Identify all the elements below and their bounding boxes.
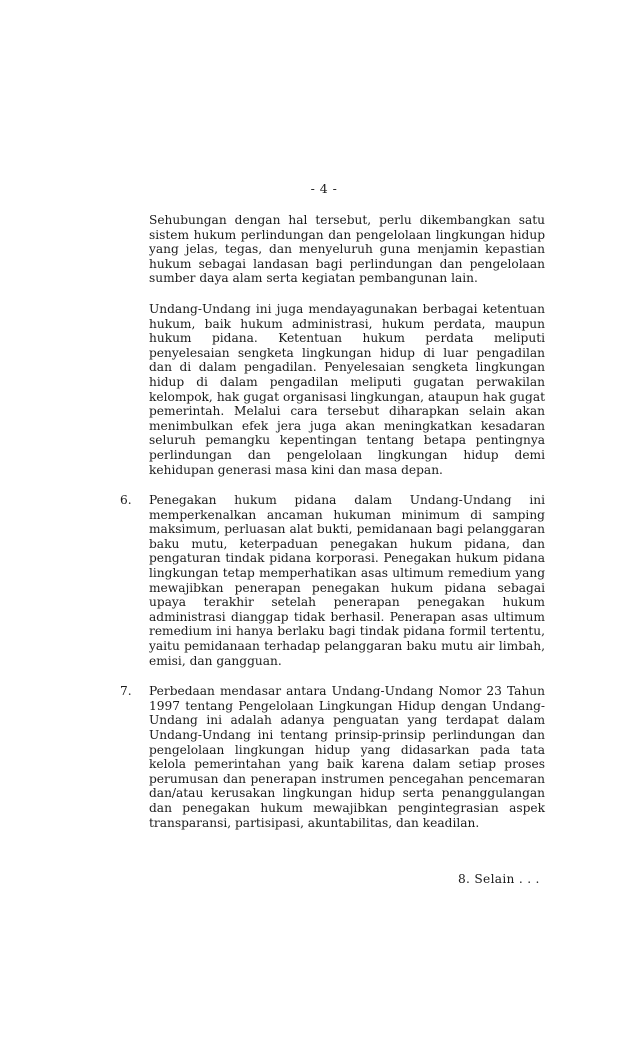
document-body <box>120 213 545 846</box>
paragraph-legal-certainty: Sehubungan dengan hal tersebut, perlu dikembangkan satu sistem hukum perlindungan dan pengelolaan lingkungan hidup yang jelas, tegas, dan menyeluruh guna menjamin kepastian hukum sebagai landasan bagi perlindungan dan pengelolaan sumber daya alam serta kegiatan pembangunan lain. <box>149 213 545 286</box>
list-item-number: 7. <box>120 684 132 699</box>
list-item-text: Perbedaan mendasar antara Undang-Undang Nomor 23 Tahun 1997 tentang Pengelolaan Lingkungan Hidup dengan Undang-Undang ini adalah adanya penguatan yang terdapat dalam Undang-Undang ini tentang prinsip-prinsip perlindungan dan pengelolaan lingkungan hidup yang didasarkan pada tata kelola pemerintahan yang baik karena dalam setiap proses perumusan dan penerapan instrumen pencegahan pencemaran dan/atau kerusakan lingkungan hidup serta penanggulangan dan penegakan hukum mewajibkan pengintegrasian aspek transparansi, partisipasi, akuntabilitas, dan keadilan. <box>149 684 545 830</box>
list-item-number: 6. <box>120 493 132 508</box>
list-item-6 <box>120 493 545 668</box>
continuation-marker: 8. Selain . . . <box>458 872 540 886</box>
list-item-text: Penegakan hukum pidana dalam Undang-Undang ini memperkenalkan ancaman hukuman minimum di samping maksimum, perluasan alat bukti, pemidanaan bagi pelanggaran baku mutu, keterpaduan penegakan hukum pidana, dan pengaturan tindak pidana korporasi. Penegakan hukum pidana lingkungan tetap memperhatikan asas ultimum remedium yang mewajibkan penerapan penegakan hukum pidana sebagai upaya terakhir setelah penerapan penegakan hukum administrasi dianggap tidak berhasil. Penerapan asas ultimum remedium ini hanya berlaku bagi tindak pidana formil tertentu, yaitu pemidanaan terhadap pelanggaran baku mutu air limbah, emisi, dan gangguan. <box>149 493 545 668</box>
list-item-7 <box>120 684 545 830</box>
page-number: - 4 - <box>310 181 338 196</box>
paragraph-legal-provisions: Undang-Undang ini juga mendayagunakan berbagai ketentuan hukum, baik hukum administrasi, hukum perdata, maupun hukum pidana. Ketentuan hukum perdata meliputi penyelesaian sengketa lingkungan hidup di luar pengadilan dan di dalam pengadilan. Penyelesaian sengketa lingkungan hidup di dalam pengadilan meliputi gugatan perwakilan kelompok, hak gugat organisasi lingkungan, ataupun hak gugat pemerintah. Melalui cara tersebut diharapkan selain akan menimbulkan efek jera juga akan meningkatkan kesadaran seluruh pemangku kepentingan tentang betapa pentingnya perlindungan dan pengelolaan lingkungan hidup demi kehidupan generasi masa kini dan masa depan. <box>149 301 545 477</box>
